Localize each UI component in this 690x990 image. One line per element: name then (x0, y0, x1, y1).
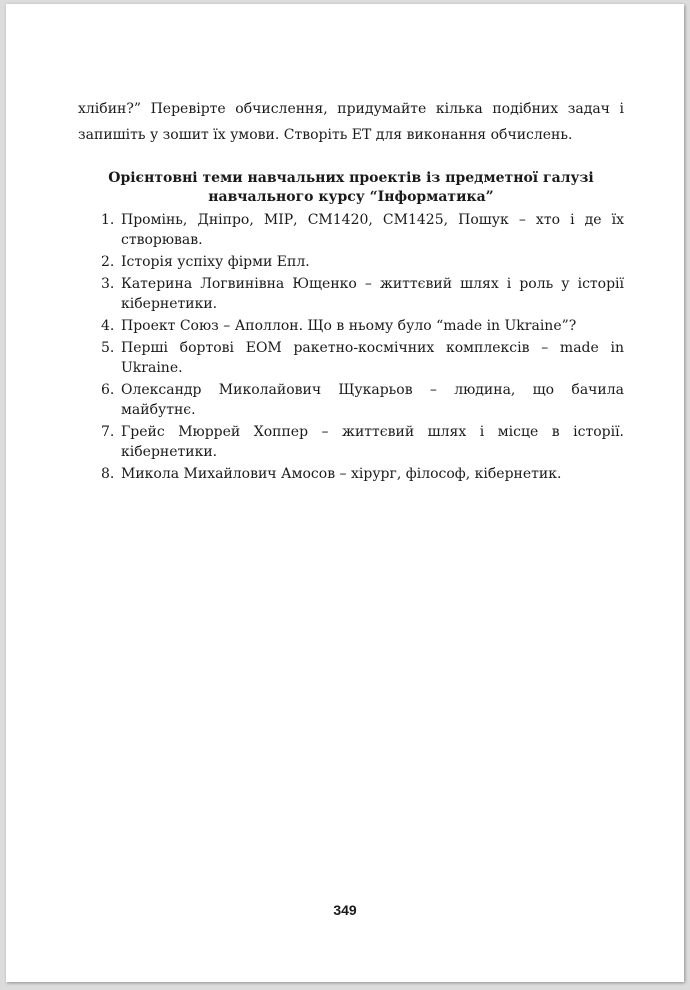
list-item (101, 316, 624, 336)
list-item-text: створював. (121, 232, 203, 248)
document-page (6, 4, 684, 982)
heading-line-1: Орієнтовні теми навчальних проектів із предметної галузі (108, 170, 594, 186)
list-item-text: Катерина Логвинівна Ющенко – життєвий шлях і роль у історії (121, 276, 624, 292)
list-item-text: Промінь, Дніпро, МІР, СМ1420, СМ1425, Пошук – хто і де їх (121, 212, 624, 228)
page-number: 349 (333, 902, 357, 918)
intro-paragraph (78, 96, 624, 148)
list-item-text: Ukraine. (121, 360, 183, 376)
list-item-text: Проект Союз – Аполлон. Що в ньому було “made in Ukraine”? (121, 318, 577, 334)
list-item-text: Перші бортові ЕОМ ракетно-космічних комплексів – made in (121, 340, 624, 356)
list-item (101, 210, 624, 250)
list-item-number: 4. (101, 318, 115, 334)
list-item-number: 8. (101, 466, 115, 482)
list-item (101, 422, 624, 462)
list-item-text: Микола Михайлович Амосов – хірург, філософ, кібернетик. (121, 466, 562, 482)
list-item-text: майбутнє. (121, 402, 196, 418)
list-item-text: кібернетики. (121, 444, 218, 460)
intro-line-1: хлібин?” Перевірте обчислення, придумайте кілька подібних задач і (78, 101, 624, 117)
heading-line-2: навчального курсу “Інформатика” (208, 189, 494, 205)
list-item-text: кібернетики. (121, 296, 218, 312)
list-item-text: Олександр Миколайович Щукарьов – людина, що бачила (121, 382, 624, 398)
list-item-number: 1. (101, 212, 115, 228)
list-item-text: Історія успіху фірми Епл. (121, 254, 310, 270)
list-item (101, 338, 624, 378)
list-item (101, 274, 624, 314)
list-item (101, 252, 624, 272)
list-item-number: 5. (101, 340, 115, 356)
list-item (101, 464, 624, 484)
list-item (101, 380, 624, 420)
project-topics-list (101, 210, 624, 486)
intro-line-2: запишіть у зошит їх умови. Створіть ЕТ для виконання обчислень. (78, 127, 573, 143)
list-item-number: 7. (101, 424, 115, 440)
list-item-number: 2. (101, 254, 115, 270)
list-item-text: Грейс Мюррей Хоппер – життєвий шлях і місце в історії. (121, 424, 624, 440)
section-heading (78, 169, 624, 207)
list-item-number: 3. (101, 276, 115, 292)
list-item-number: 6. (101, 382, 115, 398)
